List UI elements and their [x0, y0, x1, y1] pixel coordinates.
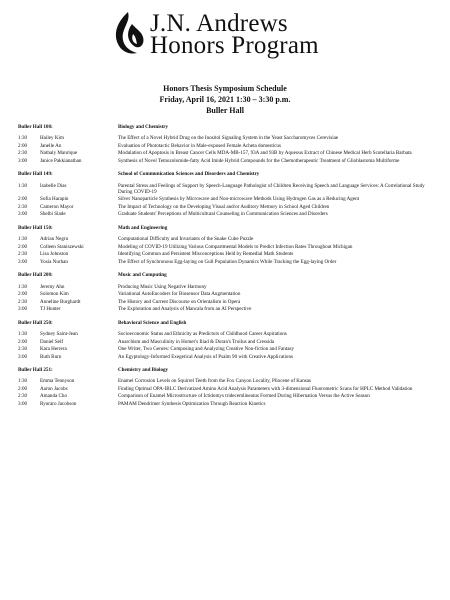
talk-title: Evaluation of Phototactic Behavior in Male-exposed Female Acheta domesticus [118, 142, 281, 149]
talk-time: 1:30 [18, 182, 28, 189]
talk-time: 3:00 [18, 306, 28, 313]
session-topic: School of Communication Sciences and Disorders and Chemistry [118, 171, 260, 178]
session-topic: Chemistry and Biology [118, 367, 169, 374]
talk-time: 1:30 [18, 331, 28, 338]
presenter-name: Shelbi Slade [40, 211, 66, 218]
presenter-name: Ruth Burn [40, 353, 62, 360]
talk-time: 3:00 [18, 353, 28, 360]
session-block [18, 320, 438, 360]
presenter-name: Sofia Harapin [40, 196, 69, 203]
talk-row [18, 386, 438, 392]
talk-title: One Writer, Two Genres: Composing and Analyzing Creative Non-fiction and Fantasy [118, 346, 295, 353]
talk-row [18, 150, 438, 156]
talk-time: 2:30 [18, 298, 28, 305]
session-block [18, 225, 438, 265]
talk-time: 2:30 [18, 203, 28, 210]
talk-row [18, 196, 438, 202]
presenter-name: Isabelle Dias [40, 182, 67, 189]
talk-time: 3:00 [18, 157, 28, 164]
session-header [18, 225, 438, 231]
presenter-name: Nathaly Manrique [40, 150, 78, 157]
talk-title: Identifying Common and Persistent Misconceptions Held by Remedial Math Students [118, 251, 294, 258]
org-name-line1: J.N. Andrews [150, 10, 288, 37]
talk-row [18, 401, 438, 407]
presenter-name: Janice Pakkianathan [40, 157, 82, 164]
session-block [18, 272, 438, 312]
session-header [18, 272, 438, 278]
talk-time: 3:00 [18, 211, 28, 218]
presenter-name: Colleen Staniszewski [40, 243, 84, 250]
presenter-name: Kara Herrera [40, 346, 67, 353]
talk-title: Graduate Students' Perceptions of Multicultural Counseling in Communication Sciences and Disorders [118, 211, 328, 218]
presenter-name: Aaron Jacobs [40, 385, 68, 392]
session-room: Buller Hall 251: [18, 367, 53, 374]
session-room: Buller Hall 208: [18, 272, 53, 279]
program-header [111, 10, 341, 60]
talk-title: The Impact of Technology on the Developing Visual and/or Auditory Memory in School Aged Children [118, 203, 330, 210]
presenter-name: Yosia Nurhan [40, 258, 68, 265]
talk-title: Silver Nanoparticle Synthesis by Microwave and Non-microwave Methods Using Hydrogen Gas as a Reducing Agent [118, 196, 360, 203]
talk-row [18, 291, 438, 297]
talk-title: Modulation of Apoptosis in Breast Cancer Cells MDA-MB-157, 93A and 93B by Aqueous Extract of Chinese Medical Herb Scutellaria Barbata [118, 150, 412, 157]
talk-row [18, 306, 438, 312]
presenter-name: Anneline Burghardt [40, 298, 81, 305]
talk-time: 2:00 [18, 291, 28, 298]
talk-time: 2:00 [18, 142, 28, 149]
talk-row [18, 236, 438, 242]
event-heading [0, 83, 450, 116]
session-header [18, 171, 438, 177]
session-room: Buller Hall 150: [18, 225, 53, 232]
talk-time: 1:30 [18, 135, 28, 142]
talk-time: 1:30 [18, 378, 28, 385]
talk-row [18, 354, 438, 360]
flame-logo-icon [111, 10, 147, 58]
event-datetime: Friday, April 16, 2021 1:30 – 3:30 p.m. [159, 95, 291, 104]
talk-row [18, 251, 438, 257]
talk-time: 2:30 [18, 346, 28, 353]
talk-title: Variational AutoEncoders for Biosensor Data Augmentation [118, 291, 241, 298]
talk-row [18, 143, 438, 149]
talk-title: Producing Music Using Negative Harmony [118, 283, 207, 290]
talk-title: Computational Difficulty and Invariants of the Snake Cube Puzzle [118, 236, 254, 243]
talk-title: Parental Stress and Feelings of Support by Speech-Language Pathologist of Children Receiving Speech and Language Services: A Correlational Study During COVID-19 [118, 182, 425, 195]
presenter-name: Lisa Johnston [40, 251, 69, 258]
session-room: Buller Hall 108: [18, 124, 53, 130]
talk-title: PAMAM Dendrimer Synthesis Optimization Through Reaction Kinetics [118, 400, 266, 407]
presenter-name: Adrian Negru [40, 236, 69, 243]
talk-row [18, 244, 438, 250]
talk-time: 2:00 [18, 385, 28, 392]
presenter-name: TJ Hunter [40, 306, 61, 313]
talk-row [18, 299, 438, 305]
session-topic: Music and Computing [118, 272, 167, 279]
presenter-name: Hailey Kim [40, 135, 64, 142]
presenter-name: Emma Tennyson [40, 378, 75, 385]
event-location: Buller Hall [206, 106, 244, 115]
talk-row [18, 339, 438, 345]
talk-row [18, 183, 438, 195]
session-room: Buller Hall 250: [18, 319, 53, 326]
talk-row [18, 158, 438, 164]
talk-title: Synthesis of Novel Temozolomide-fatty Acid Imide Hybrid Compounds for the Chemotherapeutic Treatment of Glioblastoma Multiforme [118, 157, 400, 164]
talk-title: Finding Optimal OPA-IBLC Derivatized Amino Acid Analysis Parameters with 3-dimensional Fluorometric Scans for HPLC Method Validation [118, 385, 413, 392]
talk-row [18, 135, 438, 141]
session-header [18, 124, 438, 130]
session-topic: Behavioral Science and English [118, 319, 187, 326]
talk-row [18, 259, 438, 265]
talk-time: 2:30 [18, 150, 28, 157]
presenter-name: Cameron Mayor [40, 203, 74, 210]
talk-row [18, 204, 438, 210]
session-topic: Biology and Chemistry [118, 124, 169, 130]
presenter-name: Solomon Kim [40, 291, 69, 298]
talk-title: Comparison of Enamel Microstructure of Ictidomys tridecemlineatus Formed During Hibernation Versus the Active Season [118, 393, 370, 400]
event-title: Honors Thesis Symposium Schedule [163, 84, 287, 93]
session-topic: Math and Engineering [118, 225, 168, 232]
talk-row [18, 284, 438, 290]
schedule-list [18, 124, 438, 415]
talk-time: 2:00 [18, 243, 28, 250]
session-room: Buller Hall 149: [18, 171, 53, 178]
session-block [18, 171, 438, 217]
presenter-name: Daniel Self [40, 338, 64, 345]
talk-row [18, 378, 438, 384]
session-block [18, 367, 438, 407]
talk-title: The History and Current Discourse on Orientalism in Opera [118, 298, 241, 305]
talk-title: Modeling of COVID-19 Utilizing Various Compartmental Models to Predict Infection Rates Throughout Michigan [118, 243, 353, 250]
presenter-name: Ryuraro Jacobson [40, 400, 77, 407]
presenter-name: Amanda Cho [40, 393, 68, 400]
presenter-name: Janelle An [40, 142, 62, 149]
talk-row [18, 211, 438, 217]
presenter-name: Jeremy Ahn [40, 283, 65, 290]
talk-title: An Egyptology-Informed Exegetical Analysis of Psalm 90 with Creative Applications [118, 353, 293, 360]
talk-time: 2:30 [18, 251, 28, 258]
session-header [18, 320, 438, 326]
talk-time: 2:00 [18, 338, 28, 345]
talk-title: Enamel Corrosion Levels on Squirrel Teeth from the Fox Canyon Locality, Pliocene of Kansas [118, 378, 312, 385]
session-block [18, 124, 438, 164]
talk-time: 1:30 [18, 283, 28, 290]
org-name-line2: Honors Program [150, 32, 319, 59]
talk-time: 2:30 [18, 393, 28, 400]
talk-title: Anarchism and Masculinity in Homer's Iliad & Doran's Troilus and Cressida [118, 338, 275, 345]
talk-row [18, 393, 438, 399]
presenter-name: Sydney Saint-Jean [40, 331, 78, 338]
talk-time: 3:00 [18, 258, 28, 265]
talk-title: The Effect of a Novel Hybrid Drug on the Inositol Signaling System in the Yeast Saccharomyces Cerevisiae [118, 135, 339, 142]
talk-time: 1:30 [18, 236, 28, 243]
talk-title: The Exploration and Analysis of Mancala from an AI Perspective [118, 306, 252, 313]
talk-row [18, 346, 438, 352]
talk-title: The Effect of Synchronous Egg-laying on Gull Population Dynamics While Tracking the Egg-laying Order [118, 258, 337, 265]
session-header [18, 367, 438, 373]
talk-time: 2:00 [18, 196, 28, 203]
talk-title: Socioeconomic Status and Ethnicity as Predictors of Childhood Career Aspirations [118, 331, 287, 338]
talk-row [18, 331, 438, 337]
talk-time: 3:00 [18, 400, 28, 407]
